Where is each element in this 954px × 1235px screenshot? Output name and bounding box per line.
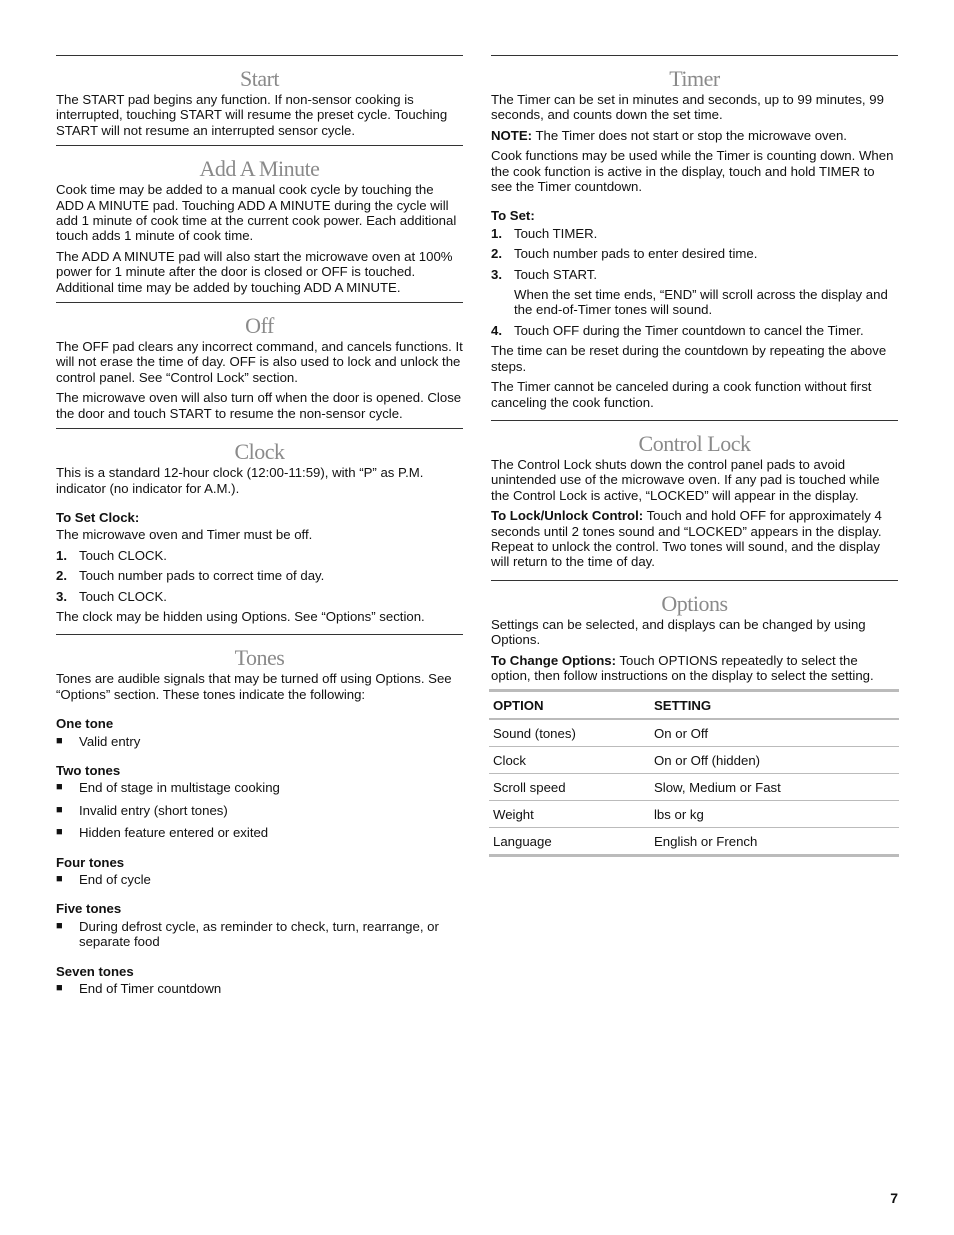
timer-title: Timer [669, 66, 720, 91]
start-paragraph: The START pad begins any function. If non-sensor cooking is interrupted, touching START will resume the preset cycle. Touching START will not resume an interrupted sensor cycle. [56, 92, 448, 138]
tones-group-heading: Four tones [56, 854, 125, 870]
table-cell: Sound (tones) [489, 719, 650, 747]
options-title: Options [661, 590, 728, 616]
list-item: ■ During defrost cycle, as reminder to check, turn, rearrange, or separate food [56, 918, 439, 950]
list-item: 1. Touch TIMER. [491, 225, 598, 241]
clock-subheading: To Set Clock: [56, 509, 140, 525]
table-cell: On or Off [650, 719, 899, 747]
tones-group-heading: Two tones [56, 762, 121, 778]
list-item: ■ Invalid entry (short tones) [56, 802, 228, 818]
options-instructions: To Change Options: Touch OPTIONS repeatedly to select the option, then follow instructions on the display to select the setting. [491, 652, 874, 683]
off-section [56, 302, 463, 421]
bullet-square-icon: ■ [56, 982, 63, 995]
table-cell: Slow, Medium or Fast [650, 774, 899, 801]
tones-title: Tones [234, 645, 285, 671]
control-lock-title: Control Lock [638, 430, 751, 456]
table-cell: Language [489, 828, 650, 856]
timer-paragraph-2: Cook functions may be used while the Timer is counting down. When the cook function is active in the display, touch and hold TIMER to see the Timer countdown. [491, 148, 894, 195]
table-header-row [489, 691, 899, 720]
off-paragraph-1: The OFF pad clears any incorrect command, and cancels functions. It will not erase the time of day. OFF is also used to lock and unlock the control panel. See “Control Lock” section. [56, 339, 463, 385]
timer-subheading: To Set: [491, 208, 535, 224]
tones-group-heading: One tone [56, 716, 114, 732]
list-item: 3. Touch CLOCK. [56, 588, 167, 604]
timer-paragraph-3: The time can be reset during the countdown by repeating the above steps. [491, 343, 887, 374]
table-cell: lbs or kg [650, 801, 899, 828]
table-cell: Weight [489, 801, 650, 828]
bullet-square-icon: ■ [56, 919, 63, 932]
table-cell: On or Off (hidden) [650, 747, 899, 774]
timer-note: NOTE: The Timer does not start or stop the microwave oven. [491, 127, 847, 143]
bullet-square-icon: ■ [56, 873, 63, 885]
options-table [489, 689, 899, 857]
page-number: 7 [890, 1190, 898, 1206]
add-a-minute-title: Add A Minute [199, 156, 320, 182]
list-item: ■ Hidden feature entered or exited [56, 825, 269, 841]
column-header: SETTING [650, 691, 899, 720]
left-column [56, 55, 463, 1003]
control-lock-instructions: To Lock/Unlock Control: Touch and hold OFF for approximately 4 seconds until 2 tones sound and “LOCKED” appears in the display. Repeat to unlock the control. Two tones will sound, and the display will return to the time of day. [491, 508, 882, 570]
list-item: 1. Touch CLOCK. [56, 547, 167, 563]
list-item: 2. Touch number pads to enter desired time. [491, 246, 758, 262]
list-item: 2. Touch number pads to correct time of day. [56, 568, 325, 584]
list-item: 3. Touch START. [491, 266, 598, 282]
start-title: Start [239, 66, 280, 91]
bullet-square-icon: ■ [56, 781, 63, 794]
timer-steps [491, 226, 898, 338]
table-row [489, 801, 899, 828]
clock-title: Clock [234, 439, 285, 465]
list-item: ■ End of stage in multistage cooking [56, 780, 280, 796]
clock-steps [56, 548, 463, 604]
table-row [489, 719, 899, 747]
tones-group-list [56, 872, 463, 887]
tones-group-list [56, 780, 463, 840]
control-lock-section [491, 420, 898, 570]
tones-group-heading: Seven tones [56, 963, 134, 979]
add-a-minute-paragraph-2: The ADD A MINUTE pad will also start the microwave oven at 100% power for 1 minute after the door is closed or OFF is touched. Additional time may be added by touching ADD A MINUTE. [56, 248, 453, 295]
timer-paragraph-1: The Timer can be set in minutes and seconds, up to 99 minutes, 99 seconds, and counts down the set time. [491, 92, 884, 123]
tones-group-list [56, 919, 463, 950]
clock-paragraph-2: The microwave oven and Timer must be off. [56, 527, 313, 543]
table-cell: Scroll speed [489, 774, 650, 801]
start-section [56, 55, 463, 138]
column-header: OPTION [489, 691, 650, 720]
bullet-square-icon: ■ [56, 734, 63, 747]
timer-paragraph-4: The Timer cannot be canceled during a cook function without first canceling the cook function. [491, 379, 872, 410]
bullet-square-icon: ■ [56, 826, 63, 839]
table-cell: English or French [650, 828, 899, 856]
tones-section [56, 634, 463, 996]
list-item: ■ Valid entry [56, 733, 141, 749]
table-row [489, 774, 899, 801]
list-item-note: When the set time ends, “END” will scroll across the display and the end-of-Timer tones will sound. [514, 287, 888, 318]
list-item: ■ End of cycle [56, 872, 151, 887]
table-cell: Clock [489, 747, 650, 774]
tones-paragraph: Tones are audible signals that may be turned off using Options. See “Options” section. These tones indicate the following: [56, 671, 452, 702]
tones-group-heading: Five tones [56, 901, 122, 917]
bullet-square-icon: ■ [56, 803, 63, 816]
options-paragraph: Settings can be selected, and displays can be changed by using Options. [491, 616, 866, 648]
list-item: ■ End of Timer countdown [56, 981, 222, 997]
off-title: Off [245, 313, 274, 339]
timer-section [491, 55, 898, 410]
table-row [489, 828, 899, 856]
off-paragraph-2: The microwave oven will also turn off when the door is opened. Close the door and touch START to resume the non-sensor cycle. [56, 390, 462, 421]
add-a-minute-section [56, 145, 463, 295]
right-column [491, 55, 898, 857]
list-item: 4. Touch OFF during the Timer countdown to cancel the Timer. [491, 322, 864, 338]
add-a-minute-paragraph-1: Cook time may be added to a manual cook cycle by touching the ADD A MINUTE pad. Touching ADD A MINUTE during the cycle will add 1 minute of cook time at the current cook power. Each additional touch adds 1 minute of cook time. [56, 182, 457, 244]
tones-group-list [56, 734, 463, 749]
control-lock-paragraph: The Control Lock shuts down the control panel pads to avoid unintended use of the microwave oven. If any pad is touched while the Control Lock is active, “LOCKED” will appear in the display. [491, 456, 880, 503]
clock-section [56, 428, 463, 624]
clock-paragraph-1: This is a standard 12-hour clock (12:00-11:59), with “P” as P.M. indicator (no indicator for A.M.). [56, 465, 424, 496]
options-section [491, 580, 898, 858]
clock-paragraph-3: The clock may be hidden using Options. See “Options” section. [56, 608, 425, 624]
tones-group-list [56, 981, 463, 996]
table-row [489, 747, 899, 774]
